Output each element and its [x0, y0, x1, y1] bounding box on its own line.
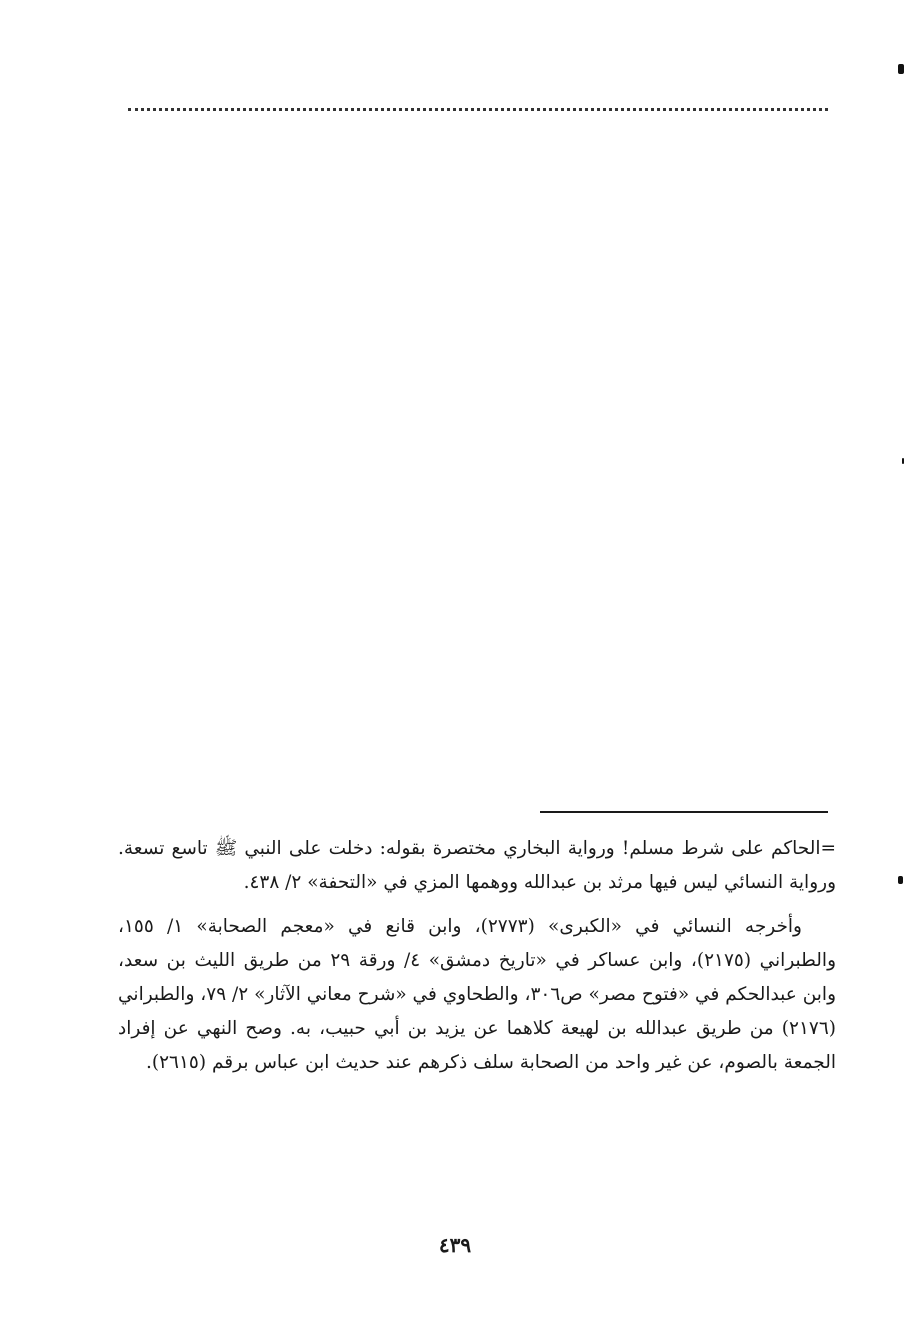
footnote-separator: [540, 811, 828, 813]
dotted-separator: [128, 108, 828, 111]
footnote-paragraph-1: =الحاكم على شرط مسلم! ورواية البخاري مختصرة بقوله: دخلت على النبي ﷺ تاسع تسعة. ورواية النسائي ليس فيها مرثد بن عبدالله ووهمها المزي في «التحفة» ٢/ ٤٣٨.: [118, 838, 836, 893]
margin-mark: [902, 458, 904, 464]
margin-mark: [898, 876, 903, 884]
footnote-paragraph-2: وأخرجه النسائي في «الكبرى» (٢٧٧٣)، وابن قانع في «معجم الصحابة» ١/ ١٥٥، والطبراني (٢١٧٥)، وابن عساكر في «تاريخ دمشق» ٤/ ورقة ٢٩ من طريق الليث بن سعد، وابن عبدالحكم في «فتوح مصر» ص٣٠٦، والطحاوي في «شرح معاني الآثار» ٢/ ٧٩، والطبراني (٢١٧٦) من طريق عبدالله بن لهيعة كلاهما عن يزيد بن أبي حبيب، به. وصح النهي عن إفراد الجمعة بالصوم، عن غير واحد من الصحابة سلف ذكرهم عند حديث ابن عباس برقم (٢٦١٥).: [118, 916, 837, 1073]
page-number: ٤٣٩: [438, 1233, 472, 1257]
margin-mark: [898, 64, 904, 74]
footnote-block: [118, 832, 836, 1080]
